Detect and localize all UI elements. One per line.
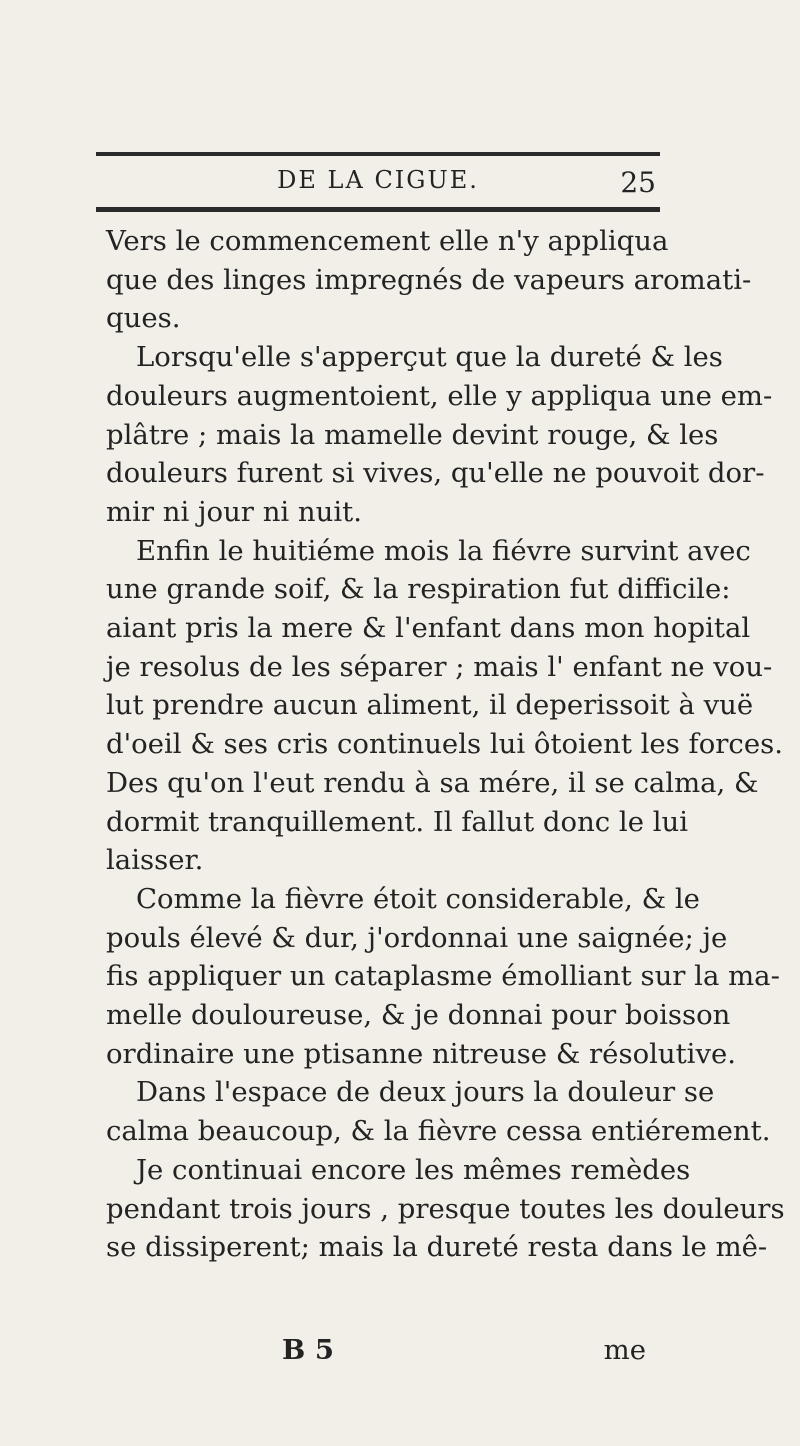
text-line: aiant pris la mere & l'enfant dans mon hopital xyxy=(106,612,751,645)
text-line: dormit tranquillement. Il fallut donc le lui xyxy=(106,805,689,838)
text-line: plâtre ; mais la mamelle devint rouge, & les xyxy=(106,418,719,451)
text-line: lut prendre aucun aliment, il deperissoit à vuë xyxy=(106,689,754,722)
text-line: laisser. xyxy=(106,844,204,877)
running-head: DE LA CIGUE. xyxy=(277,166,479,194)
text-line: melle douloureuse, & je donnai pour boisson xyxy=(106,999,731,1032)
text-line: fis appliquer un cataplasme émolliant sur la ma- xyxy=(106,960,780,993)
text-line: d'oeil & ses cris continuels lui ôtoient les forces. xyxy=(106,728,783,761)
text-line: Je continuai encore les mêmes remèdes xyxy=(136,1153,691,1186)
text-line: je resolus de les séparer ; mais l' enfant ne vou- xyxy=(106,650,773,683)
text-line: une grande soif, & la respiration fut difficile: xyxy=(106,573,731,606)
page-footer xyxy=(106,1334,654,1374)
text-line: douleurs furent si vives, qu'elle ne pouvoit dor- xyxy=(106,457,765,490)
text-line: que des linges impregnés de vapeurs aromati- xyxy=(106,263,752,296)
text-line: douleurs augmentoient, elle y appliqua une em- xyxy=(106,379,773,412)
text-line: Enfin le huitiéme mois la fiévre survint avec xyxy=(136,534,751,567)
text-line: ques. xyxy=(106,302,181,335)
text-line: Dans l'espace de deux jours la douleur se xyxy=(136,1076,715,1109)
page-header xyxy=(96,166,660,206)
text-line: calma beaucoup, & la fièvre cessa entiérement. xyxy=(106,1115,771,1148)
text-line: pendant trois jours , presque toutes les douleurs xyxy=(106,1192,785,1225)
text-line: Des qu'on l'eut rendu à sa mére, il se calma, & xyxy=(106,766,759,799)
signature-mark: B 5 xyxy=(282,1334,334,1366)
text-line: mir ni jour ni nuit. xyxy=(106,495,362,528)
text-line: Lorsqu'elle s'apperçut que la dureté & les xyxy=(136,341,723,374)
header-rule-top xyxy=(96,152,660,156)
text-line: se dissiperent; mais la dureté resta dans le mê- xyxy=(106,1231,768,1264)
text-line: Vers le commencement elle n'y appliqua xyxy=(106,225,669,257)
text-line: Comme la fièvre étoit considerable, & le xyxy=(136,882,700,915)
text-line: ordinaire une ptisanne nitreuse & résolutive. xyxy=(106,1037,737,1070)
text-line: pouls élevé & dur, j'ordonnai une saignée; je xyxy=(106,921,728,954)
header-rule-bottom xyxy=(96,207,660,212)
page-number: 25 xyxy=(620,166,656,199)
catchword: me xyxy=(603,1334,646,1366)
body-text xyxy=(106,222,785,1267)
